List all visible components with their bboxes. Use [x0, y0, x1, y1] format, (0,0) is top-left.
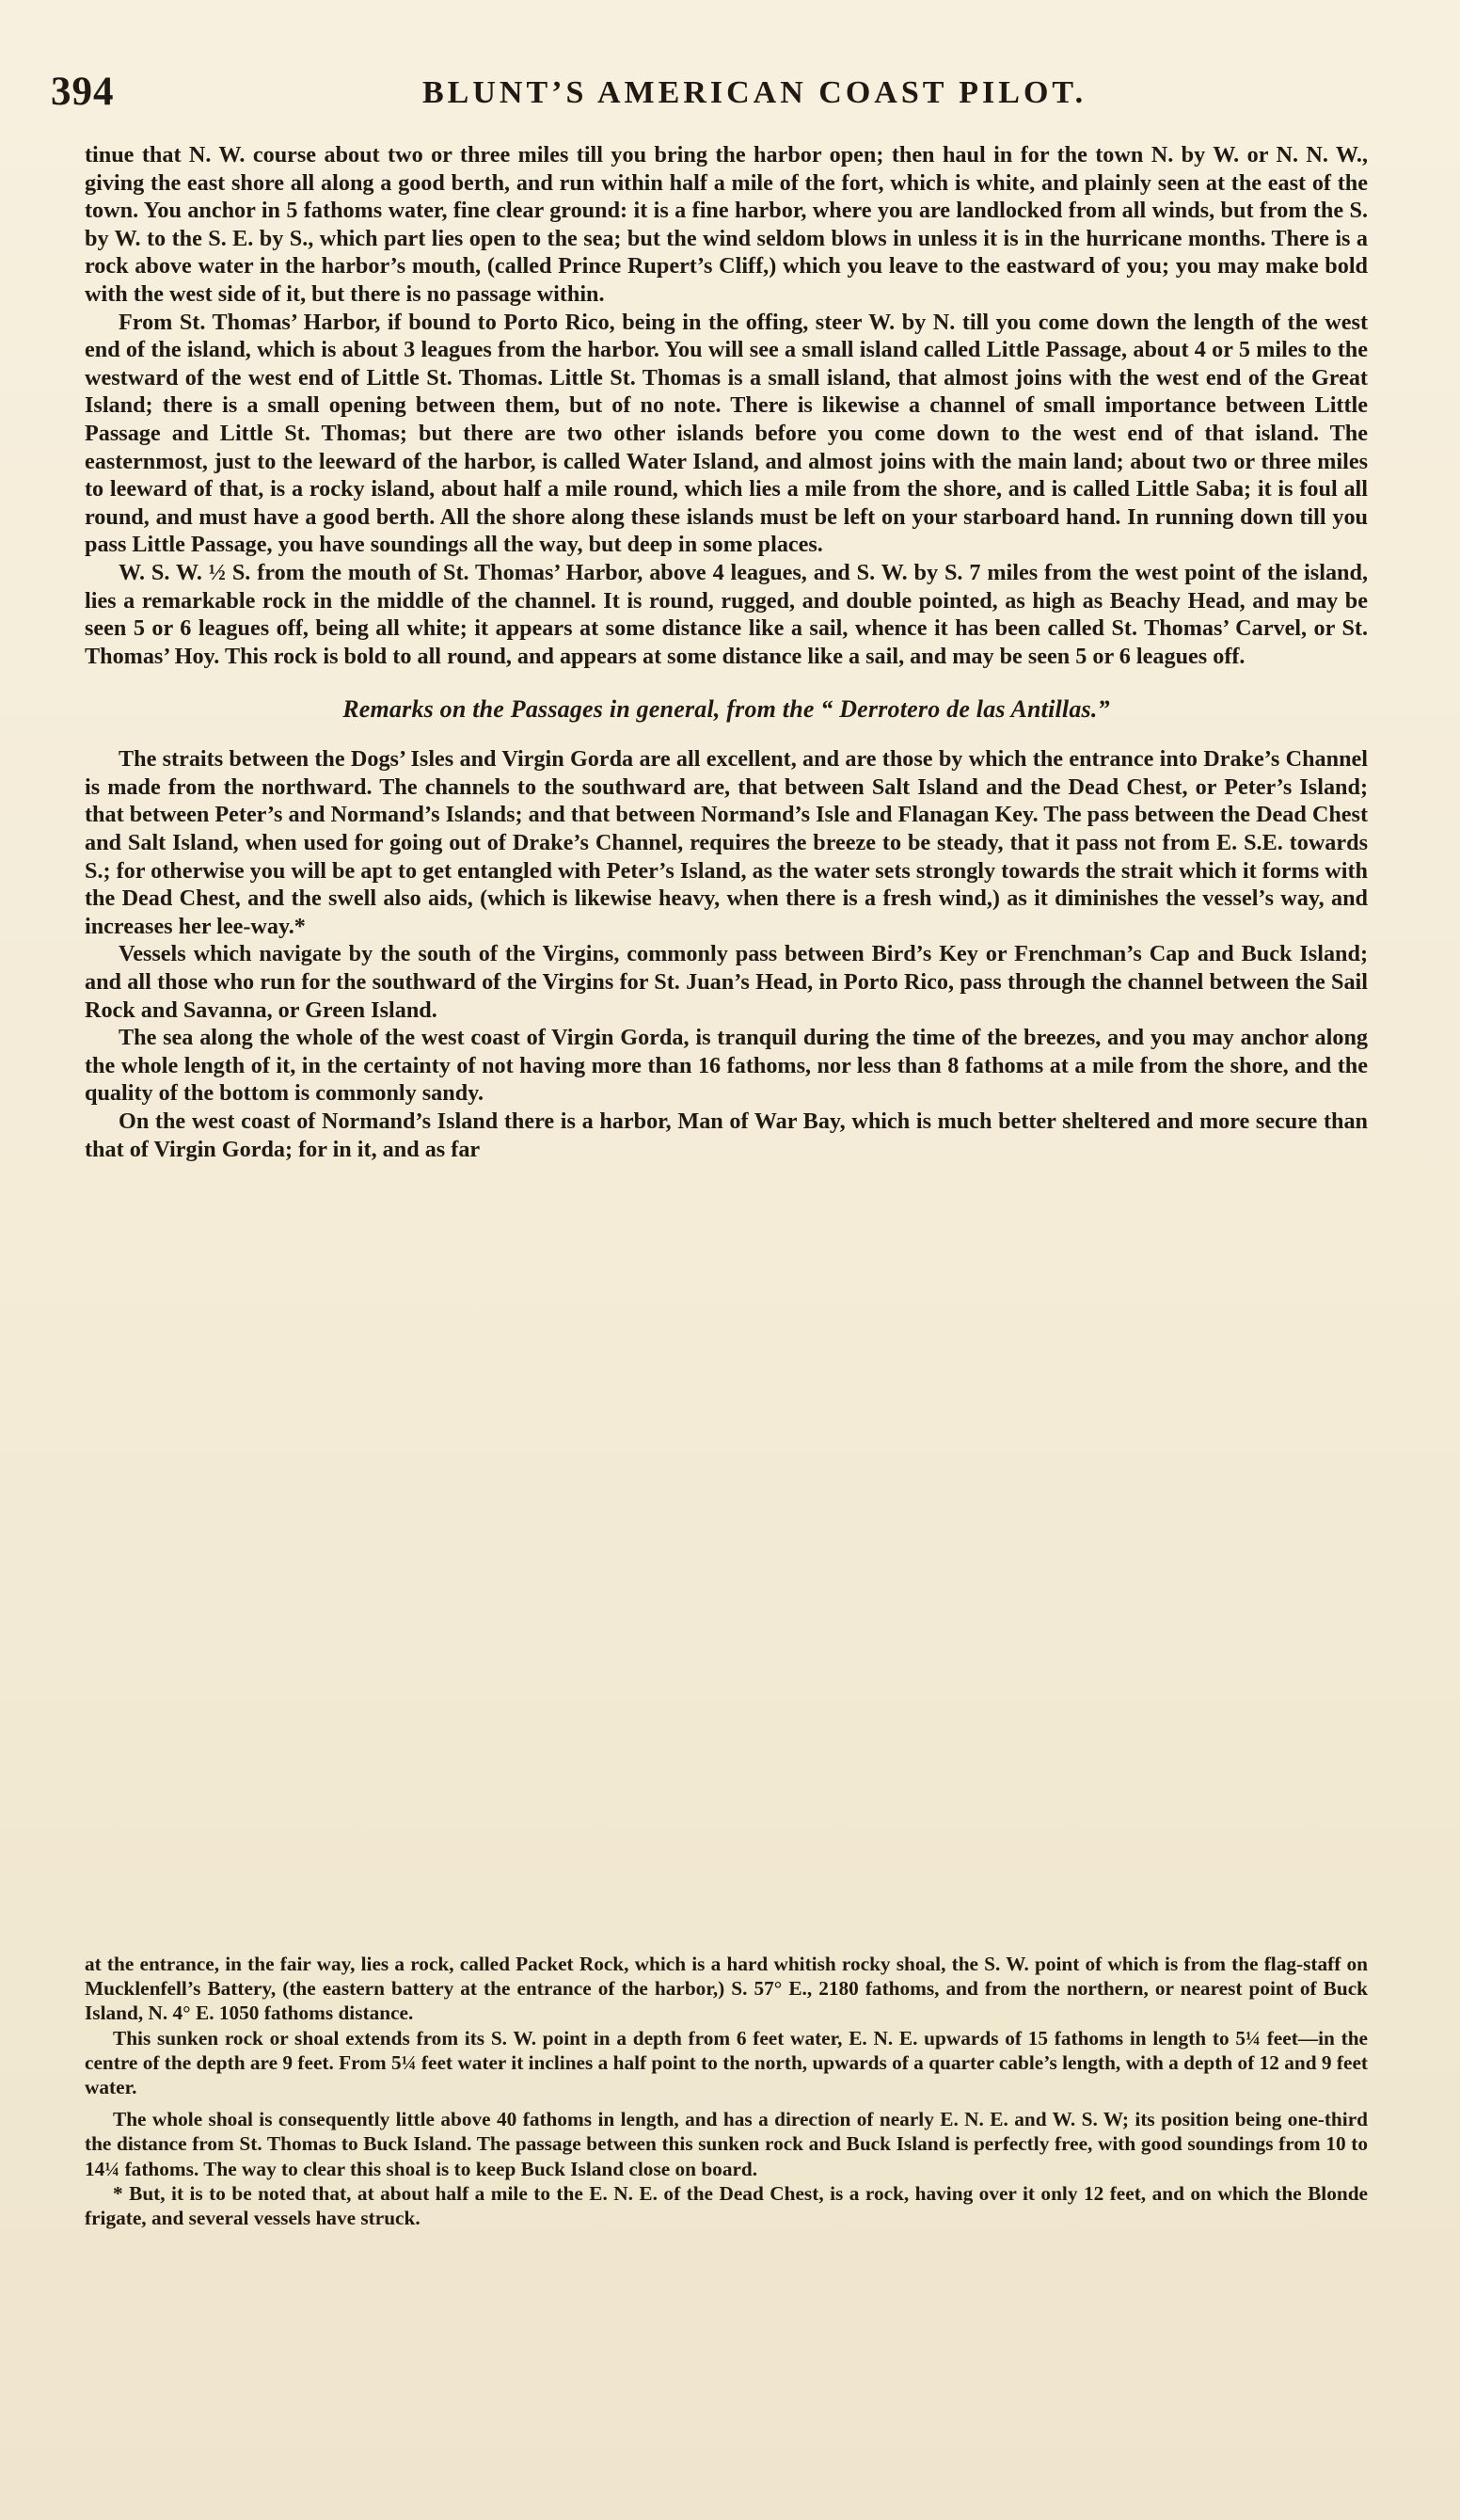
- paragraph-continuation: tinue that N. W. course about two or three miles till you bring the harbor open; then haul in for the town N. by W. or N. N. W., giving the east shore all along a good berth, and run within half a mile of the fort, which is white, and plainly seen at the east of the town. You anchor in 5 fathoms water, fine clear ground: it is a fine harbor, where you are landlocked from all winds, but from the S. by W. to the S. E. by S., which part lies open to the sea; but the wind seldom blows in unless it is in the hurricane months. There is a rock above water in the harbor’s mouth, (called Prince Rupert’s Cliff,) which you leave to the eastward of you; you may make bold with the west side of it, but there is no passage within.: [85, 142, 1368, 307]
- paragraph-porto-rico: From St. Thomas’ Harbor, if bound to Porto Rico, being in the offing, steer W. by N. till you come down the length of the west end of the island, which is about 3 leagues from the harbor. You will see a small island called Little Passage, about 4 or 5 miles to the westward of the west end of Little St. Thomas. Little St. Thomas is a small island, that almost joins with the west end of the Great Island; there is a small opening between them, but of no note. There is likewise a channel of small importance between Little Passage and Little St. Thomas; but there are two other islands before you come down to the west end of that island. The easternmost, just to the leeward of the harbor, is called Water Island, and almost joins with the main land; about two or three miles to leeward of that, is a rocky island, about half a mile round, which lies a mile from the shore, and is called Little Saba; it is foul all round, and must have a good berth. All the shore along these islands must be left on your starboard hand. In running down till you pass Little Passage, you have soundings all the way, but deep in some places.: [85, 309, 1368, 558]
- footnote-sunken-rock: This sunken rock or shoal extends from its S. W. point in a depth from 6 feet water, E. N. E. upwards of 15 fathoms in length to 5¼ feet—in the centre of the depth are 9 feet. From 5¼ feet water it inclines a half point to the north, upwards of a quarter cable’s length, with a depth of 12 and 9 feet water.: [85, 2026, 1368, 2099]
- paragraph-carvel-rock: W. S. W. ½ S. from the mouth of St. Thomas’ Harbor, above 4 leagues, and S. W. by S. 7 miles from the west point of the island, lies a remarkable rock in the middle of the channel. It is round, rugged, and double pointed, as high as Beachy Head, and may be seen 5 or 6 leagues off, being all white; it appears at some distance like a sail, whence it has been called St. Thomas’ Carvel, or St. Thomas’ Hoy. This rock is bold to all round, and appears at some distance like a sail, and may be seen 5 or 6 leagues off.: [85, 559, 1368, 669]
- page-header: [51, 64, 1415, 120]
- footnote-dead-chest-rock: * But, it is to be noted that, at about half a mile to the E. N. E. of the Dead Chest, is a rock, having over it only 12 feet, and on which the Blonde frigate, and several vessels have struck.: [85, 2181, 1368, 2230]
- paragraph-straits: The straits between the Dogs’ Isles and Virgin Gorda are all excellent, and are those by which the entrance into Drake’s Channel is made from the northward. The channels to the southward are, that between Salt Island and the Dead Chest, or Peter’s Island; that between Peter’s and Normand’s Islands; and that between Normand’s Isle and Flanagan Key. The pass between the Dead Chest and Salt Island, when used for going out of Drake’s Channel, requires the breeze to be steady, that it pass not from E. S.E. towards S.; for otherwise you will be apt to get entangled with Peter’s Island, as the water sets strongly towards the strait which it forms with the Dead Chest, and the swell also aids, (which is likewise heavy, when there is a fresh wind,) as it diminishes the vessel’s way, and increases her lee-way.*: [85, 746, 1368, 939]
- footnote-shoal-length: The whole shoal is consequently little above 40 fathoms in length, and has a direction of nearly E. N. E. and W. S. W; its position being one-third the distance from St. Thomas to Buck Island. The passage between this sunken rock and Buck Island is perfectly free, with good soundings from 10 to 14¼ fathoms. The way to clear this shoal is to keep Buck Island close on board.: [85, 2108, 1368, 2180]
- paragraph-virgin-gorda: The sea along the whole of the west coast of Virgin Gorda, is tranquil during the time of the breezes, and you may anchor along the whole length of it, in the certainty of not having more than 16 fathoms, nor less than 8 fathoms at a mile from the shore, and the quality of the bottom is commonly sandy.: [85, 1025, 1368, 1107]
- paragraph-man-of-war-bay: On the west coast of Normand’s Island there is a harbor, Man of War Bay, which is much better sheltered and more secure than that of Virgin Gorda; for in it, and as far: [85, 1108, 1368, 1162]
- footnotes: [85, 1952, 1368, 2230]
- main-text: [85, 141, 1368, 1163]
- page-number: 394: [51, 70, 115, 114]
- running-title: BLUNT’S AMERICAN COAST PILOT.: [422, 75, 1087, 110]
- paragraph-virgins-south: Vessels which navigate by the south of the Virgins, commonly pass between Bird’s Key or Frenchman’s Cap and Buck Island; and all those who run for the southward of the Virgins for St. Juan’s Head, in Porto Rico, pass through the channel between the Sail Rock and Savanna, or Green Island.: [85, 941, 1368, 1023]
- section-heading: Remarks on the Passages in general, from the “ Derrotero de las Antillas.”: [342, 695, 1110, 724]
- footnote-packet-rock: at the entrance, in the fair way, lies a rock, called Packet Rock, which is a hard whitish rocky shoal, the S. W. point of which is from the flag-staff on Mucklenfell’s Battery, (the eastern battery at the entrance of the harbor,) S. 57° E., 2180 fathoms, and from the northern, or nearest point of Buck Island, N. 4° E. 1050 fathoms distance.: [85, 1953, 1368, 2025]
